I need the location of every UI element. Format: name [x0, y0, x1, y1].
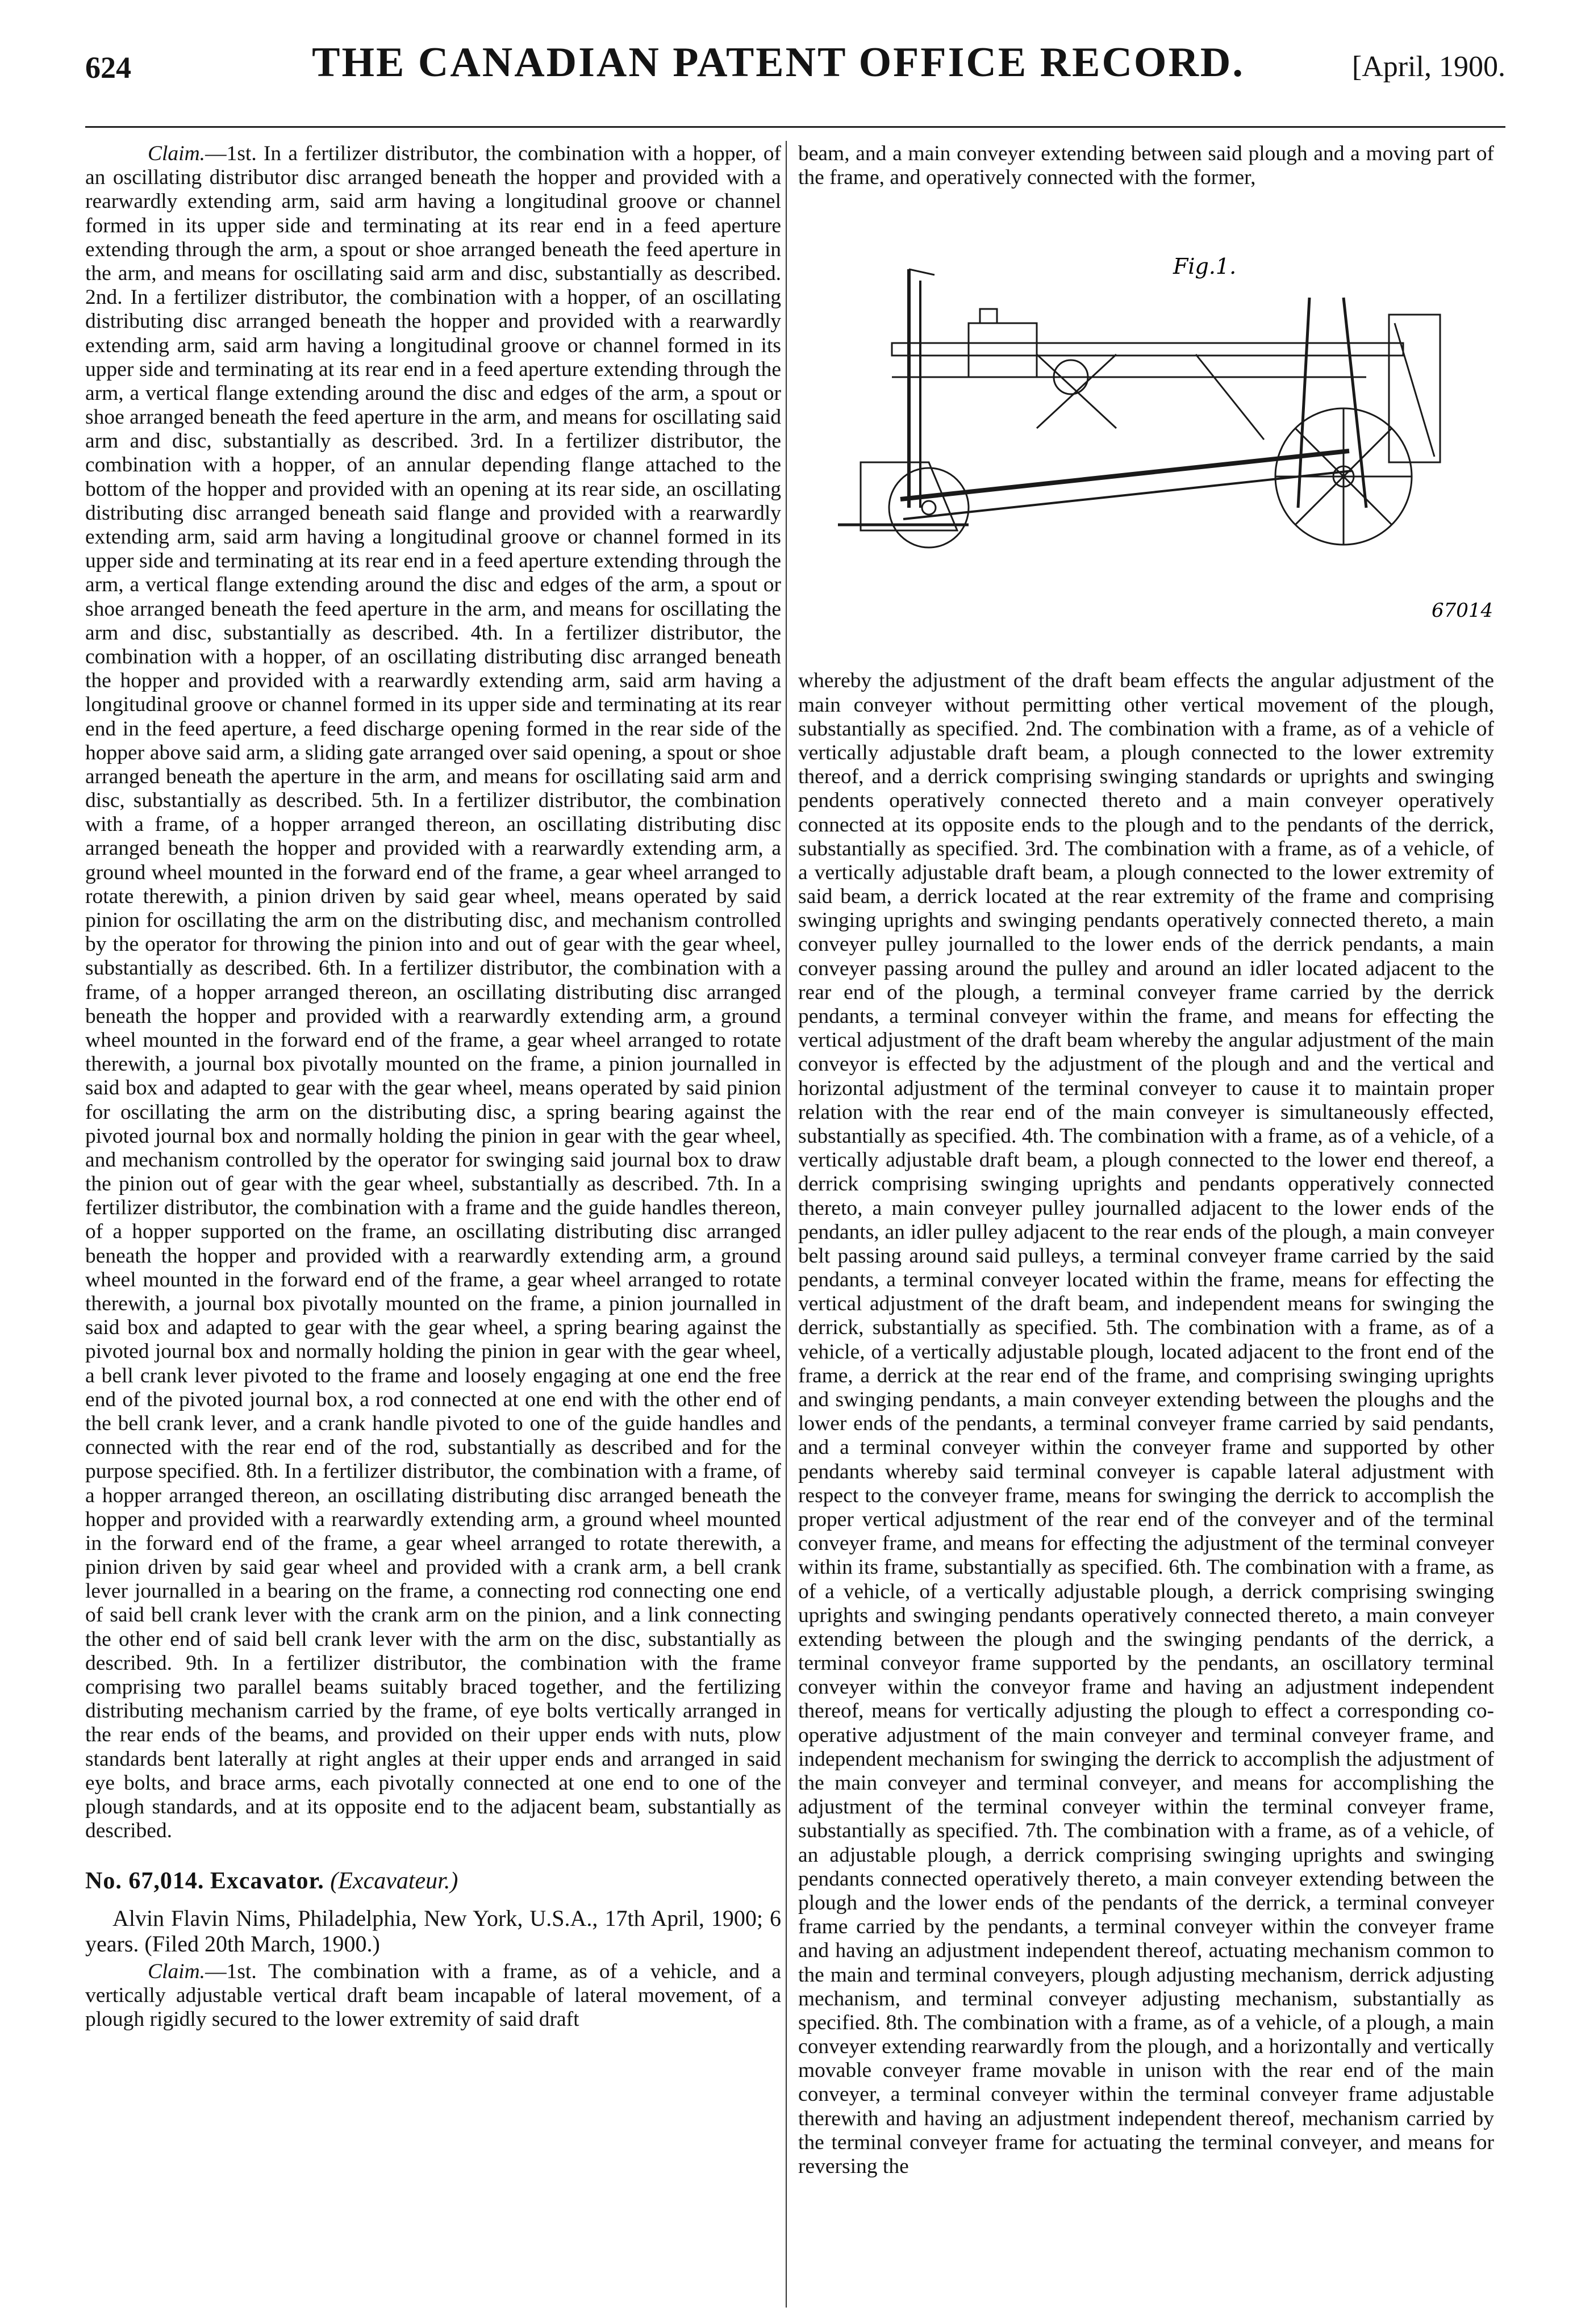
patent-entry-heading [85, 1868, 781, 1895]
applicant-line: Alvin Flavin Nims, Philadelphia, New York, U.S.A., 17th April, 1900; 6 years. (Filed 20th March, 1900.) [85, 1905, 781, 1957]
terminal-conveyer [1395, 323, 1434, 457]
excavator-claims-text: —1st. The combination with a frame, as of a vehicle, and a vertically adjustable vertical draft beam incapable of lateral movement, of a plough rigidly secured to the lower extremity of said draft [85, 1959, 781, 2031]
claims-continuation-bottom: whereby the adjustment of the draft beam effects the angular adjustment of the main conveyer without permitting other vertical movement of the plough, substantially as specified. 2nd. The combination with a frame, as of a vehicle of vertically adjustable draft beam, a plough connected to the lower extremity thereof, and a derrick comprising swinging standards or uprights and swinging pendents operatively connected thereto and a main conveyer operatively connected at its opposite ends to the plough and to the pendants of the derrick, substantially as specified. 3rd. The combination with a frame, as of a vehicle, of a vertically adjustable draft beam, a plough connected to the lower extremity of said beam, a derrick located at the rear extremity of the frame and comprising swinging uprights and swinging pendants operatively connected thereto, a main conveyer pulley journalled to the lower ends of the derrick pendants, a main conveyer passing around the pulley and around an idler located adjacent to the rear end of the plough, a terminal conveyer frame carried by the derrick pendants, a terminal conveyer within the frame, and means for effecting the vertical adjustment of the draft beam whereby the angular adjustment of the main conveyor is effected by the adjustment of the plough and and the vertical and horizontal adjustment of the terminal conveyer to cause it to maintain proper relation with the rear end of the main conveyer is simultaneously effected, substantially as specified. 4th. The combination with a frame, as of a vehicle, of a vertically adjustable draft beam, a plough connected to the lower end thereof, a derrick comprising swinging uprights and pendants opperatively connected thereto, a main conveyer pulley journalled adjacent to the lower ends of the pendants, an idler pulley adjacent to the rear ends of the plough, a main conveyer belt passing around said pulleys, a terminal conveyer frame carried by the said pendants, a terminal conveyer located within the frame, means for effecting the vertical adjustment of the draft beam, and independent means for swinging the derrick, substantially as specified. 5th. The combination with a frame, as of a vehicle, of a vertically adjustable plough, located adjacent to the front end of the frame, a derrick at the rear end of the frame, and comprising swinging uprights and swinging pendants, a main conveyer extending between the ploughs and the lower ends of the pendants, a terminal conveyer frame carried by said pendants, and a terminal conveyer within the conveyer frame and supported by other pendants whereby said terminal conveyer is capable lateral adjustment with respect to the conveyer frame, means for swinging the derrick to accomplish the proper vertical adjustment of the rear end of the conveyer and of the terminal conveyer frame, and means for effecting the adjustment of the terminal conveyer within its frame, substantially as specified. 6th. The combination with a frame, as of a vehicle, of a vertically adjustable plough, a derrick comprising swinging uprights and swinging pendants operatively connected thereto, a main conveyer extending between the plough and the swinging pendants of the derrick, a terminal conveyor frame supported by the pendants, an oscillatory terminal conveyer within the conveyor frame and having an adjustment independent thereof, means for vertically adjusting the plough to effect a corresponding co-operative adjustment of the main conveyer and terminal conveyer frame, and independent mechanism for swinging the derrick to accomplish the adjustment of the main conveyer and terminal conveyer, and means for accomplishing the adjustment of the terminal conveyer within the terminal conveyer frame, substantially as specified. 7th. The combination with a frame, as of a vehicle, of an adjustable plough, a derrick comprising swinging uprights and swinging pendants connected operatively thereto, a main conveyer extending between the plough and the lower ends of the pendants of the derrick, a terminal conveyer frame carried by the pendants, a terminal conveyer within the conveyer frame and having an adjustment independent thereof, actuating mechanism common to the main and terminal conveyers, plough adjusting mechanism, derrick adjusting mechanism, and terminal conveyer adjusting mechanism, substantially as specified. 8th. The combination with a frame, as of a vehicle, of a plough, a main conveyer extending rearwardly from the plough, and a horizontally and vertically movable conveyer frame movable in unison with the rear end of the main conveyer, a terminal conveyer within the terminal conveyer frame adjustable therewith and having an adjustment independent thereof, mechanism carried by the terminal conveyer frame for actuating the terminal conveyer, and means for reversing the [798, 669, 1494, 2178]
patent-title: Excavator. [210, 1868, 324, 1895]
claims-continuation-top: beam, and a main conveyer extending between said plough and a moving part of the frame, and operatively connected with the former, [798, 142, 1494, 190]
fertilizer-claims [85, 142, 781, 1843]
journal-title: THE CANADIAN PATENT OFFICE RECORD. [312, 39, 1245, 86]
figure-label: Fig.1. [1173, 254, 1237, 279]
main-conveyer [900, 451, 1349, 499]
brace-3 [1196, 354, 1264, 440]
header-rule [85, 126, 1505, 128]
excavator-drawing [798, 190, 1494, 661]
right-column [798, 142, 1494, 2179]
figure-patent-number: 67014 [1432, 599, 1493, 622]
column-divider [786, 141, 787, 2308]
claims-label: Claim. [148, 142, 206, 165]
mast-top [909, 269, 934, 275]
engine-stack [980, 309, 997, 323]
issue-date: [April, 1900. [1351, 51, 1505, 83]
excavator-figure [798, 190, 1494, 661]
patent-title-french: (Excavateur.) [330, 1868, 458, 1895]
claims-text: —1st. In a fertilizer distributor, the combination with a hopper, of an oscillating distributor disc arranged beneath the hopper and provided with a rearwardly extending arm, said arm having a longitudinal groove or channel formed in its upper side and terminating at its rear end in a feed aperture extending through the arm, a spout or shoe arranged beneath the feed aperture in the arm, and means for oscillating said arm and disc, substantially as described. 2nd. In a fertilizer distributor, the combination with a hopper, of an oscillating distributing disc arranged beneath the hopper and provided with a rearwardly extending arm, said arm having a longitudinal groove or channel formed in its upper side and terminating at its rear end in a feed aperture extending through the arm, a vertical flange extending around the disc and edges of the arm, a spout or shoe arranged beneath the feed aperture in the arm, and means for oscillating said arm and disc, substantially as described. 3rd. In a fertilizer distributor, the combination with a hopper, of an annular depending flange attached to the bottom of the hopper and provided with an opening at its rear side, an oscillating distributing disc arranged beneath said flange and provided with a rearwardly extending arm, said arm having a longitudinal groove or channel formed in its upper side and terminating at its rear end in a feed aperture extending through the arm, a vertical flange extending around the disc and edges of the arm, a spout or shoe arranged beneath the feed aperture in the arm, and means for oscillating the arm and disc, substantially as described. 4th. In a fertilizer distributor, the combination with a hopper, of an oscillating distributing disc arranged beneath the hopper and provided with a rearwardly extending arm, said arm having a longitudinal groove or channel formed in its upper side and terminating at its rear end in the feed aperture, a feed discharge opening formed in the rear side of the hopper above said arm, a sliding gate arranged over said opening, a spout or shoe arranged beneath the aperture in the arm, and means for oscillating said arm and disc, substantially as described. 5th. In a fertilizer distributor, the combination with a frame, of a hopper arranged thereon, an oscillating distributing disc arranged beneath the hopper and provided with a rearwardly extending arm, a ground wheel mounted in the forward end of the frame, a gear wheel arranged to rotate therewith, a pinion driven by said gear wheel, means operated by said pinion for oscillating the arm on the distributing disc, and mechanism controlled by the operator for throwing the pinion into and out of gear with the gear wheel, substantially as described. 6th. In a fertilizer distributor, the combination with a frame, of a hopper arranged thereon, an oscillating distributing disc arranged beneath the hopper and provided with a rearwardly extending arm, a ground wheel mounted in the forward end of the frame, a gear wheel arranged to rotate therewith, a journal box pivotally mounted on the frame, a pinion journalled in said box and adapted to gear with the gear wheel, means operated by said pinion for oscillating the arm on the distributing disc, a spring bearing against the pivoted journal box and normally holding the pinion in gear with the gear wheel, and mechanism controlled by the operator for swinging said journal box to draw the pinion out of gear with the gear wheel, substantially as described. 7th. In a fertilizer distributor, the combination with a frame and the guide handles thereon, of a hopper supported on the frame, an oscillating distributing disc arranged beneath the hopper and provided with a rearwardly extending arm, a ground wheel mounted in the forward end of the frame, a gear wheel arranged to rotate therewith, a journal box pivotally mounted on the frame, a pinion journalled in said box and adapted to gear with the gear wheel, a spring bearing against the pivoted journal box and normally holding the pinion in gear with the gear wheel, a bell crank lever pivoted to the frame and loosely engaging at one end the free end of the pivoted journal box, a rod connected at one end with the other end of the bell crank lever, and a crank handle pivoted to one of the guide handles and connected with the rear end of the rod, substantially as described and for the purpose specified. 8th. In a fertilizer distributor, the combination with a frame, of a hopper arranged thereon, an oscillating distributing disc arranged beneath the hopper and provided with a rearwardly extending arm, a ground wheel mounted in the forward end of the frame, a gear wheel arranged to rotate therewith, a pinion driven by said gear wheel and provided with a crank arm, a bell crank lever journalled in a bearing on the frame, a connecting rod connecting one end of said bell crank lever with the crank arm on the pinion, and a link connecting the other end of said bell crank lever with the arm on the disc, substantially as described. 9th. In a fertilizer distributor, the combination with the frame comprising two parallel beams suitably braced together, and the fertilizing distributing mechanism carried by the frame, of eye bolts vertically arranged in the rear ends of the beams, and provided on their upper ends with nuts, plow standards bent laterally at right angles at their upper ends and arranged in said eye bolts, and brace arms, each pivotally connected at one end to one of the plough standards, and at its opposite end to the adjacent beam, substantially as described. [85, 142, 781, 1843]
left-column [85, 142, 781, 2032]
page-number: 624 [85, 51, 131, 85]
engine-box [969, 323, 1037, 377]
patent-number: No. 67,014. [85, 1868, 205, 1895]
page-header [51, 33, 1505, 95]
front-wheel [889, 468, 969, 547]
front-wheel-hub [922, 501, 936, 515]
excavator-claims [85, 1960, 781, 2032]
excavator-claims-label: Claim. [148, 1959, 206, 1983]
